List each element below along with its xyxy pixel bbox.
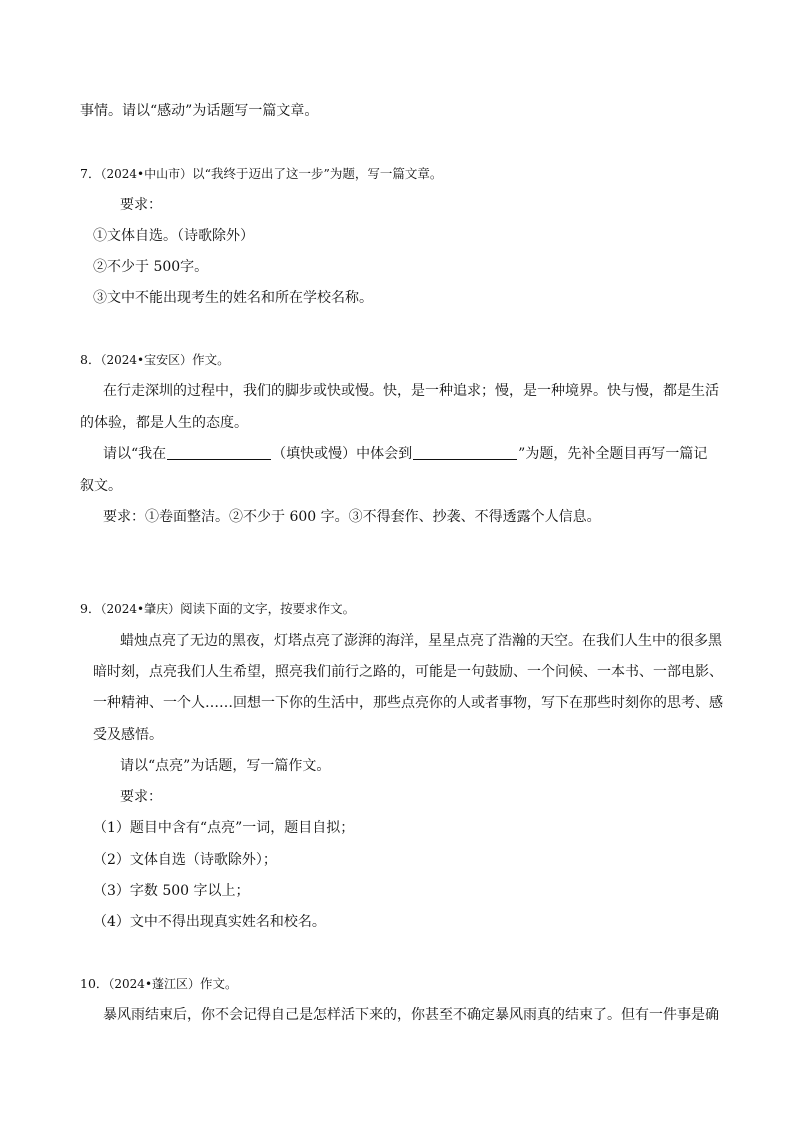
question-number: 8．	[80, 352, 101, 367]
requirement-item: （1）题目中含有“点亮”一词，题目自拟；	[93, 820, 355, 836]
paragraph-line: 暗时刻，点亮我们人生希望，照亮我们前行之路的，可能是一句鼓励、一个问候、一本书、一部电影、	[93, 664, 723, 680]
requirement-item: ②不少于 500字。	[93, 259, 209, 275]
paragraph-line: 受及感悟。	[93, 727, 163, 743]
paragraph-line: 在行走深圳的过程中，我们的脚步或快或慢。快，是一种追求；慢，是一种境界。快与慢，都是生活	[103, 383, 719, 399]
requirement-item: （2）文体自选（诗歌除外）；	[93, 852, 277, 868]
fill-in-title-line	[103, 444, 707, 464]
question-prompt: 作文。	[200, 976, 238, 991]
question-number: 7．	[80, 166, 101, 181]
requirement-item: （3）字数 500 字以上；	[93, 883, 250, 899]
requirement-item: ③文中不能出现考生的姓名和所在学校名称。	[93, 290, 373, 306]
requirements-label: 要求：	[120, 197, 162, 213]
paragraph-line: 叙文。	[80, 478, 122, 494]
question-source: （2024•中山市）	[100, 167, 193, 181]
intro-line: 事情。请以“感动”为话题写一篇文章。	[80, 103, 319, 119]
requirements-label: 要求：	[120, 789, 162, 805]
paragraph-line: 暴风雨结束后，你不会记得自己是怎样活下来的，你甚至不确定暴风雨真的结束了。但有一件事是确	[103, 1007, 719, 1023]
question-source: （2024•肇庆）	[100, 602, 181, 616]
requirement-item: （4）文中不得出现真实姓名和校名。	[93, 914, 326, 930]
question-source: （2024•蓬江区）	[108, 977, 201, 991]
fill-blank[interactable]	[167, 445, 271, 460]
question-prompt: 以“我终于迈出了这一步”为题，写一篇文章。	[192, 166, 443, 181]
fill-blank[interactable]	[413, 445, 517, 460]
title-part: ”为题，先补全题目再写一篇记	[518, 446, 708, 462]
question-8-header	[80, 350, 230, 370]
question-prompt: 阅读下面的文字，按要求作文。	[180, 601, 356, 616]
paragraph-line: 蜡烛点亮了无边的黑夜，灯塔点亮了澎湃的海洋，星星点亮了浩瀚的天空。在我们人生中的很多黑	[120, 633, 722, 649]
question-9-header	[80, 599, 355, 619]
title-part: 请以“我在	[103, 446, 167, 462]
paragraph-line: 一种精神、一个人……回想一下你的生活中，那些点亮你的人或者事物，写下在那些时刻你的思考、感	[93, 695, 723, 711]
paragraph-line: 的体验，都是人生的态度。	[80, 415, 248, 431]
requirements-line: 要求：①卷面整洁。②不少于 600 字。③不得套作、抄袭、不得透露个人信息。	[103, 509, 601, 525]
title-part: （填快或慢）中体会到	[272, 446, 413, 462]
question-number: 9．	[80, 601, 101, 616]
instruction-line: 请以“点亮”为话题，写一篇作文。	[120, 758, 331, 774]
requirement-item: ①文体自选。（诗歌除外）	[93, 228, 254, 244]
question-prompt: 作文。	[192, 352, 230, 367]
question-number: 10．	[80, 976, 109, 991]
question-source: （2024•宝安区）	[100, 353, 193, 367]
question-10-header	[80, 974, 238, 994]
question-7-header	[80, 164, 442, 184]
